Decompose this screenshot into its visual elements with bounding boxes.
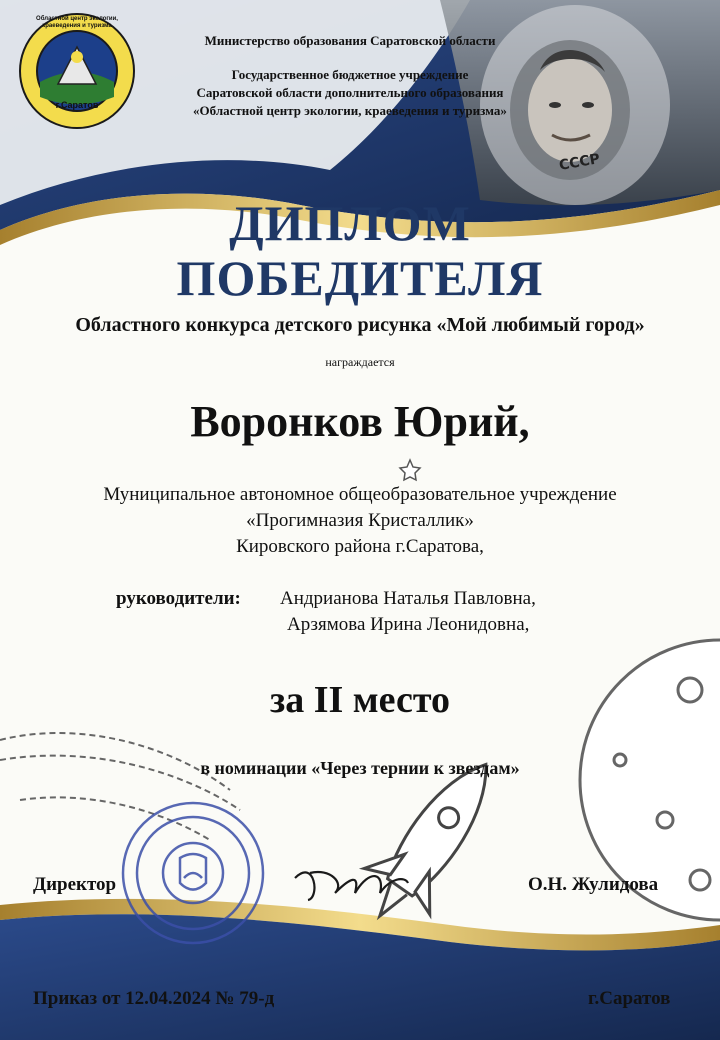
ministry-text: Министерство образования Саратовской области — [204, 33, 496, 48]
director-role: Директор — [33, 874, 117, 895]
organization-line-2: «Прогимназия Кристаллик» — [246, 510, 474, 531]
order-text: Приказ от 12.04.2024 № 79-д — [33, 988, 275, 1009]
logo-ring-text: Областной центр экологии, краеведения и туризма — [36, 16, 118, 29]
organization-line-3: Кировского района г.Саратова, — [236, 536, 484, 557]
supervisor-name-1: Андрианова Наталья Павловна, — [280, 588, 536, 609]
place-text: за II место — [269, 679, 451, 721]
supervisor-name-2: Арзямова Ирина Леонидовна, — [287, 614, 530, 635]
official-stamp — [118, 798, 268, 948]
director-name: О.Н. Жулидова — [528, 874, 659, 895]
organization-line-1: Муниципальное автономное общеобразовательное учреждение — [103, 484, 617, 505]
svg-text:CCCP: CCCP — [557, 151, 602, 174]
recipient-name: Воронков Юрий, — [190, 397, 530, 446]
bottom-band — [0, 914, 720, 1040]
institution-line-3: «Областной центр экологии, краеведения и туризма» — [193, 103, 507, 118]
title-line-1: ДИПЛОМ — [229, 195, 471, 251]
director-signature — [290, 838, 410, 918]
institution-line-1: Государственное бюджетное учреждение — [231, 67, 469, 82]
contest-name: Областного конкурса детского рисунка «Мой любимый город» — [75, 314, 645, 336]
logo-city: г.Саратов — [55, 100, 99, 110]
title-line-2: ПОБЕДИТЕЛЯ — [176, 250, 544, 306]
awarded-text: награждается — [325, 355, 395, 369]
center-logo — [18, 12, 136, 130]
nomination-text: в номинации «Через тернии к звездам» — [200, 758, 520, 778]
footer-city: г.Саратов — [588, 988, 671, 1009]
institution-line-2: Саратовской области дополнительного образования — [196, 85, 504, 100]
supervisors-label: руководители: — [116, 588, 241, 609]
